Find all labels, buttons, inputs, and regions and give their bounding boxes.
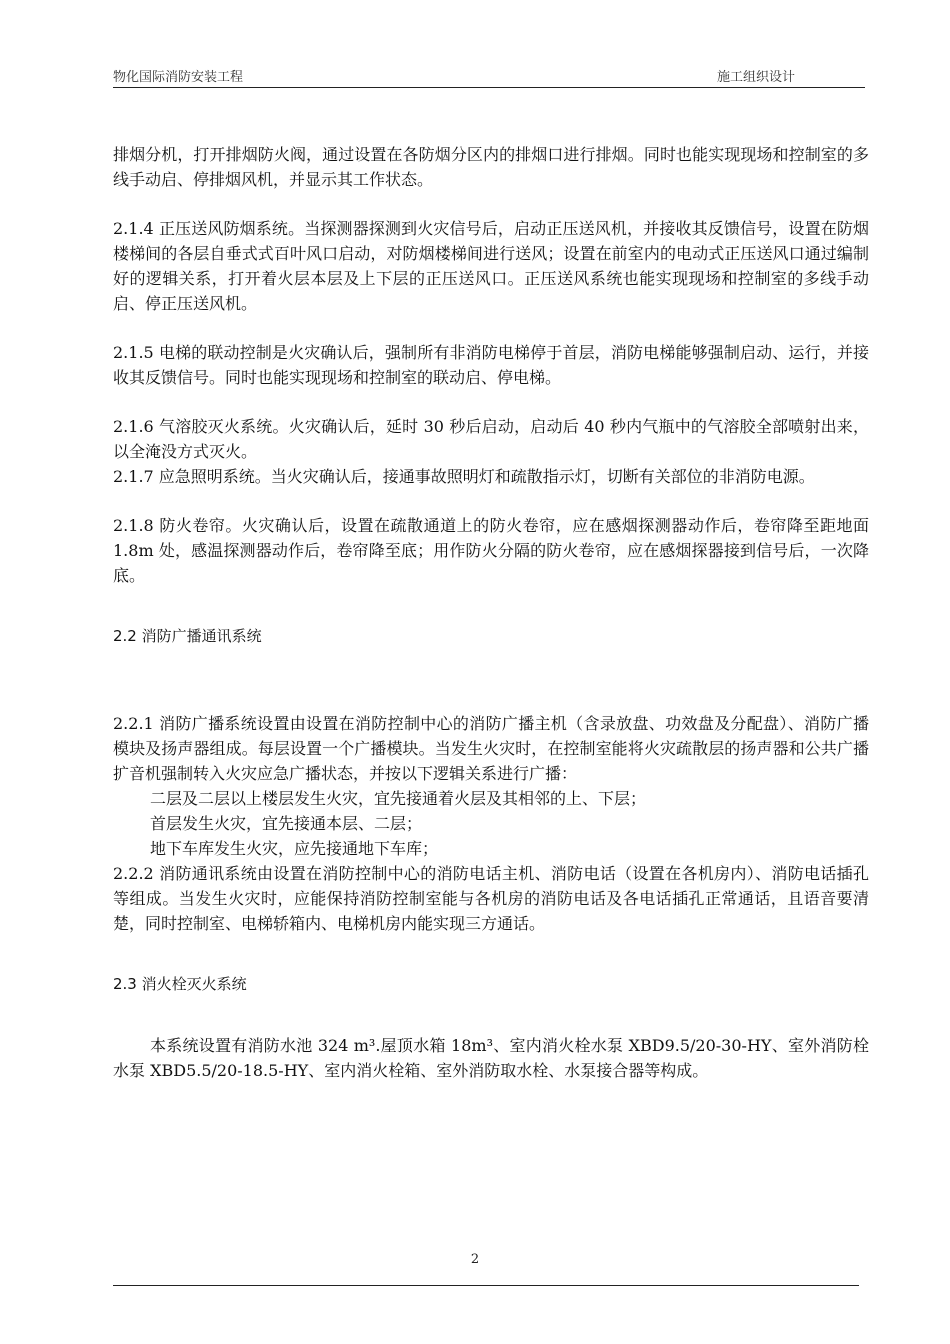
paragraph-2-1-6: 2.1.6 气溶胶灭火系统。火灾确认后，延时 30 秒后启动，启动后 40 秒内气瓶中的气溶胶全部喷射出来，以全淹没方式灭火。 — [113, 417, 869, 461]
list-item-broadcast-garage: 地下车库发生火灾，应先接通地下车库； — [150, 839, 439, 858]
paragraph-2-2-2: 2.2.2 消防通讯系统由设置在消防控制中心的消防电话主机、消防电话（设置在各机房内）、消防电话插孔等组成。当发生火灾时，应能保持消防控制室能与各机房的消防电话及各电话插孔正常通话，且语音要清楚，同时控制室、电梯轿箱内、电梯机房内能实现三方通话。 — [113, 864, 869, 933]
paragraph-2-1-5: 2.1.5 电梯的联动控制是火灾确认后，强制所有非消防电梯停于首层，消防电梯能够强制启动、运行，并接收其反馈信号。同时也能实现现场和控制室的联动启、停电梯。 — [113, 343, 869, 387]
footer-divider — [113, 1285, 859, 1286]
paragraph-2-1-7: 2.1.7 应急照明系统。当火灾确认后，接通事故照明灯和疏散指示灯，切断有关部位的非消防电源。 — [113, 467, 815, 486]
paragraph-2-1-4: 2.1.4 正压送风防烟系统。当探测器探测到火灾信号后，启动正压送风机，并接收其反馈信号，设置在防烟楼梯间的各层自垂式式百叶风口启动，对防烟楼梯间进行送风；设置在前室内的电动式正压送风口通过编制好的逻辑关系，打开着火层本层及上下层的正压送风口。正压送风系统也能实现现场和控制室的多线手动启、停正压送风机。 — [113, 219, 869, 313]
page-number: 2 — [470, 1252, 480, 1267]
section-heading-2-2: 2.2 消防广播通讯系统 — [113, 627, 262, 645]
page-header — [113, 66, 865, 86]
paragraph-2-1-8: 2.1.8 防火卷帘。火灾确认后，设置在疏散通道上的防火卷帘，应在感烟探测器动作后，卷帘降至距地面 1.8m 处，感温探测器动作后，卷帘降至底；用作防火分隔的防火卷帘，应在感烟探器接到信号后，一次降底。 — [113, 516, 869, 585]
paragraph-smoke-exhaust: 排烟分机，打开排烟防火阀，通过设置在各防烟分区内的排烟口进行排烟。同时也能实现现场和控制室的多线手动启、停排烟风机，并显示其工作状态。 — [113, 145, 869, 189]
header-divider — [113, 87, 865, 88]
header-project-name: 物化国际消防安装工程 — [113, 70, 244, 85]
section-heading-2-3: 2.3 消火栓灭火系统 — [113, 975, 247, 993]
page-body — [113, 142, 869, 1083]
paragraph-hydrant-system: 本系统设置有消防水池 324 m³.屋顶水箱 18m³、室内消火栓水泵 XBD9.5/20-30-HY、室外消防栓水泵 XBD5.5/20-18.5-HY、室内消火栓箱、室外消防取水栓、水泵接合器等构成。 — [113, 1036, 869, 1080]
paragraph-2-2-1: 2.2.1 消防广播系统设置由设置在消防控制中心的消防广播主机（含录放盘、功效盘及分配盘）、消防广播模块及扬声器组成。每层设置一个广播模块。当发生火灾时，在控制室能将火灾疏散层的扬声器和公共广播扩音机强制转入火灾应急广播状态，并按以下逻辑关系进行广播： — [113, 714, 869, 783]
header-document-type: 施工组织设计 — [717, 70, 796, 85]
list-item-broadcast-upper-floors: 二层及二层以上楼层发生火灾，宜先接通着火层及其相邻的上、下层； — [150, 789, 647, 808]
list-item-broadcast-ground-floor: 首层发生火灾，宜先接通本层、二层； — [150, 814, 423, 833]
